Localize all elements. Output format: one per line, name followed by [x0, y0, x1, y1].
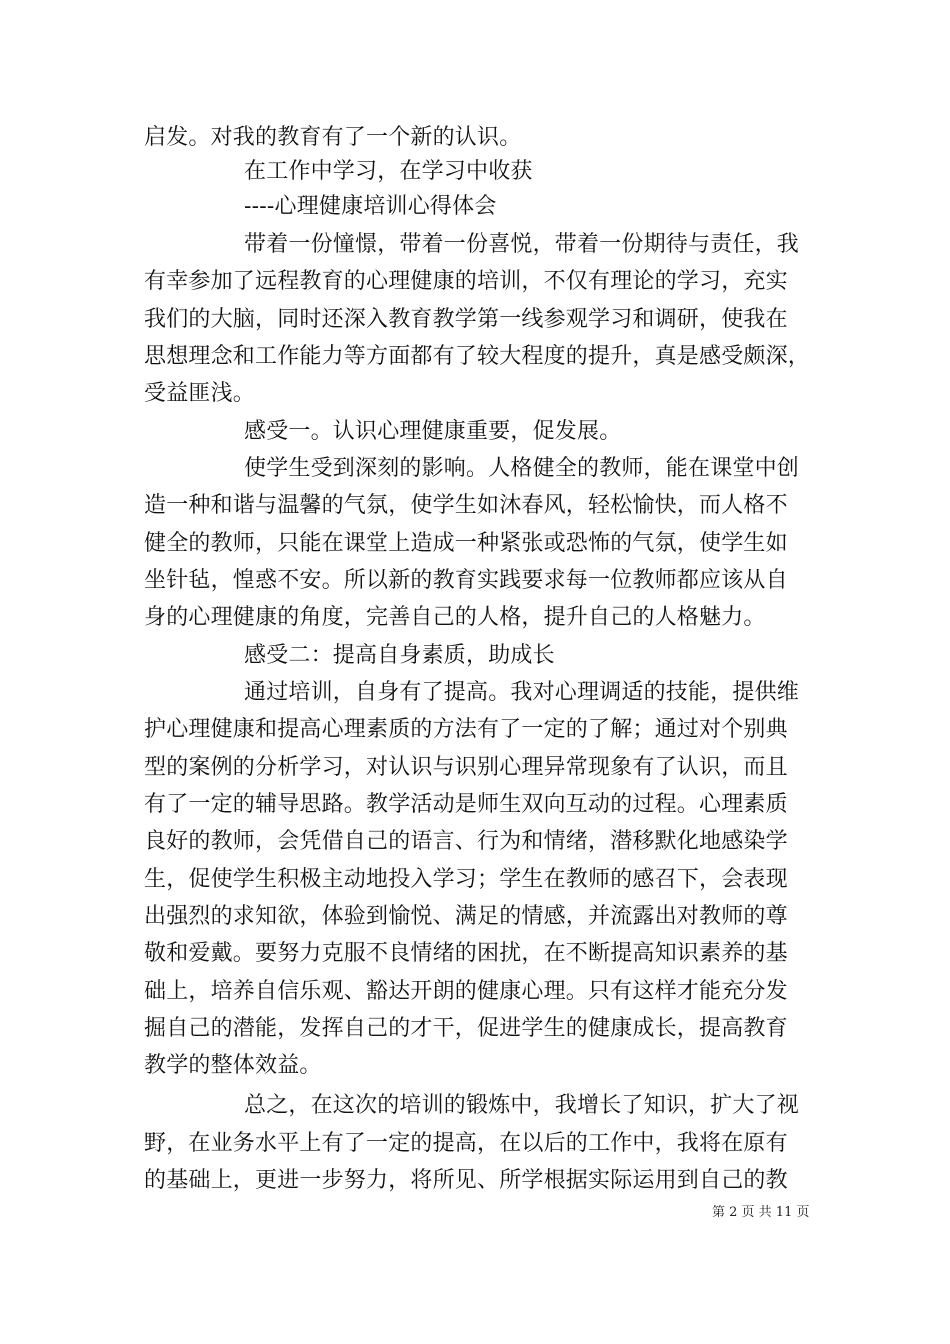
text-line: 教学的整体效益。 [144, 1053, 322, 1078]
text-line: 的基础上，更进一步努力，将所见、所学根据实际运用到自己的教 [144, 1168, 788, 1193]
text-line: 总之，在这次的培训的锻炼中，我增长了知识，扩大了视 [244, 1093, 800, 1118]
page-number-footer: 第 2 页 共 11 页 [712, 1205, 810, 1220]
subtitle-line: ----心理健康培训心得体会 [244, 194, 497, 219]
text-line: 敬和爱戴。要努力克服不良情绪的困扰，在不断提高知识素养的基 [144, 941, 788, 966]
text-line: 础上，培养自信乐观、豁达开朗的健康心理。只有这样才能充分发 [144, 979, 788, 1004]
text-line: 掘自己的潜能，发挥自己的才干，促进学生的健康成长，提高教育 [144, 1016, 788, 1041]
text-line: 出强烈的求知欲，体验到愉悦、满足的情感，并流露出对教师的尊 [144, 904, 788, 929]
text-line: 启发。对我的教育有了一个新的认识。 [144, 125, 522, 150]
text-line: 生，促使学生积极主动地投入学习；学生在教师的感召下，会表现 [144, 867, 788, 892]
subtitle-line: 在工作中学习，在学习中收获 [244, 159, 533, 184]
text-line: 身的心理健康的角度，完善自己的人格，提升自己的人格魅力。 [144, 605, 766, 630]
text-line: 通过培训，自身有了提高。我对心理调适的技能，提供维 [244, 680, 800, 705]
text-line: 型的案例的分析学习，对认识与识别心理异常现象有了认识，而且 [144, 755, 788, 780]
section-heading: 感受一。认识心理健康重要，促发展。 [244, 419, 622, 444]
text-line: 良好的教师，会凭借自己的语言、行为和情绪，潜移默化地感染学 [144, 829, 788, 854]
text-line: 带着一份憧憬，带着一份喜悦，带着一份期待与责任，我 [244, 232, 800, 257]
text-line: 思想理念和工作能力等方面都有了较大程度的提升，真是感受颇深， [144, 344, 811, 369]
text-line: 野，在业务水平上有了一定的提高，在以后的工作中，我将在原有 [144, 1131, 788, 1156]
text-line: 造一种和谐与温馨的气氛，使学生如沐春风，轻松愉快，而人格不 [144, 493, 788, 518]
section-heading: 感受二：提高自身素质，助成长 [244, 643, 555, 668]
text-line: 有了一定的辅导思路。教学活动是师生双向互动的过程。心理素质 [144, 792, 788, 817]
text-line: 健全的教师，只能在课堂上造成一种紧张或恐怖的气氛，使学生如 [144, 531, 788, 556]
text-line: 有幸参加了远程教育的心理健康的培训，不仅有理论的学习，充实 [144, 269, 788, 294]
text-line: 坐针毡，惶惑不安。所以新的教育实践要求每一位教师都应该从自 [144, 568, 788, 593]
text-line: 我们的大脑，同时还深入教育教学第一线参观学习和调研，使我在 [144, 307, 788, 332]
text-line: 使学生受到深刻的影响。人格健全的教师，能在课堂中创 [244, 456, 800, 481]
text-line: 护心理健康和提高心理素质的方法有了一定的了解；通过对个别典 [144, 717, 788, 742]
text-line: 受益匪浅。 [144, 381, 256, 406]
